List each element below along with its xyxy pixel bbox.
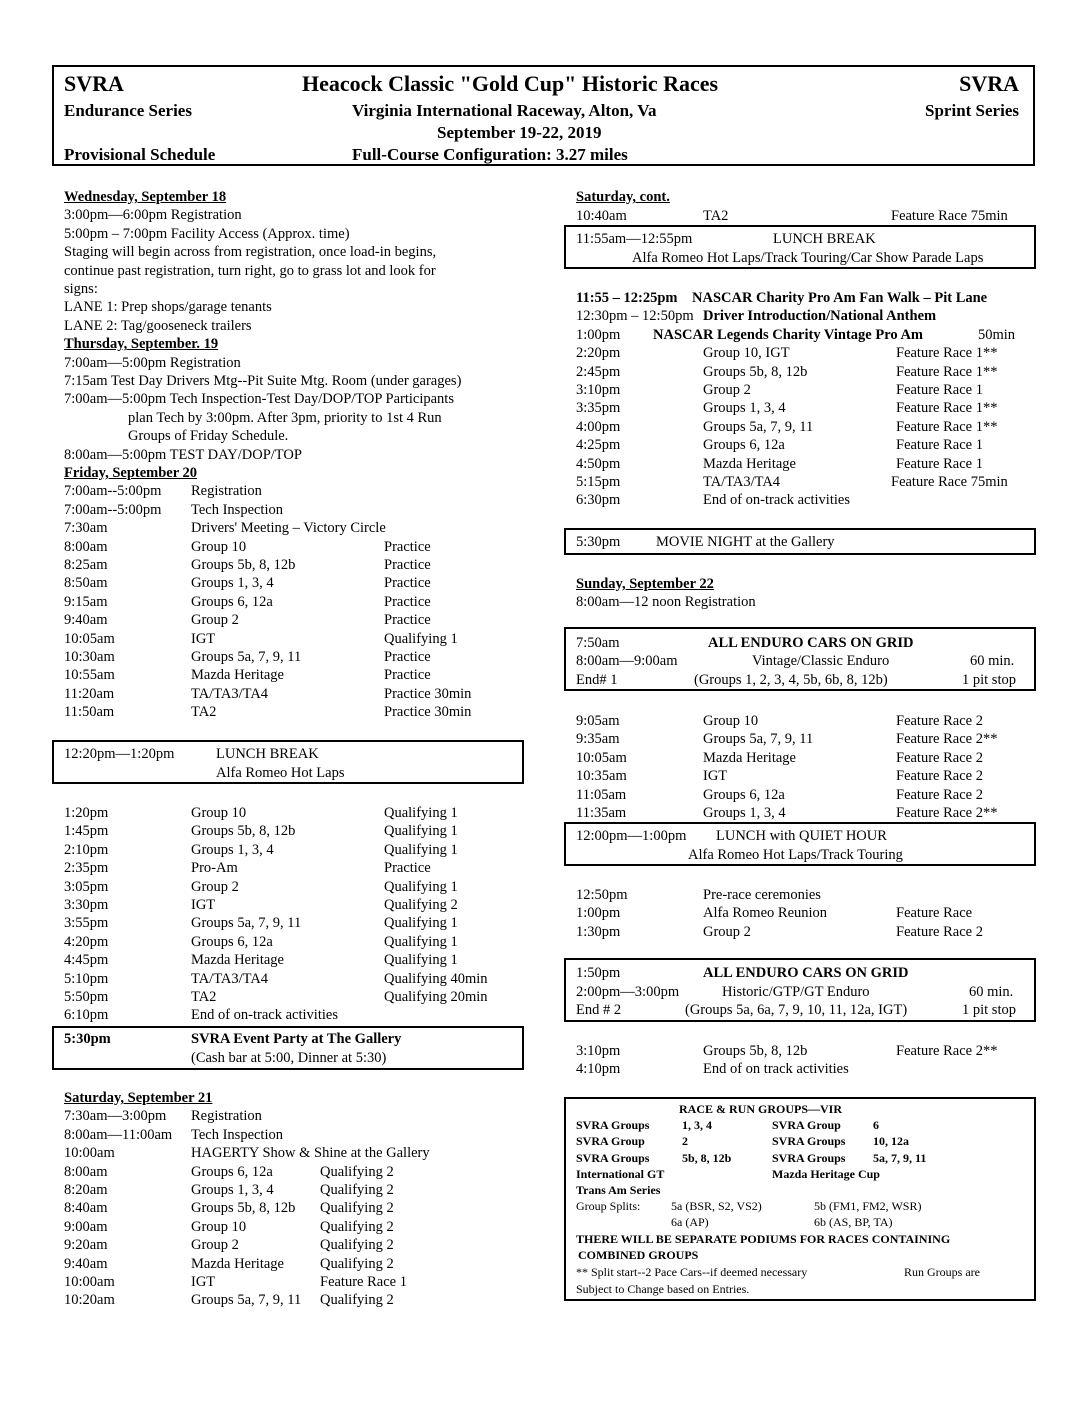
session-cell: Practice 30min (384, 704, 472, 721)
event-cell: End of on track activities (703, 1061, 849, 1078)
event-cell: Groups 5b, 8, 12b (191, 557, 296, 573)
time-cell: 7:30am—3:00pm (64, 1108, 167, 1125)
group-label: SVRA Groups (772, 1134, 846, 1148)
session-cell: Feature Race 2 (896, 768, 983, 785)
lunch-note: Alfa Romeo Hot Laps (216, 765, 345, 781)
event-cell: TA2 (191, 989, 217, 1005)
time-cell: 3:35pm (576, 400, 621, 417)
time-cell: 6:10pm (64, 1007, 109, 1024)
event-cell: Groups 1, 3, 4 (191, 1182, 274, 1198)
wednesday-line: continue past registration, turn right, go to grass lot and look for (64, 262, 436, 279)
time-cell: 2:45pm (576, 363, 621, 380)
session-cell: Qualifying 20min (384, 989, 488, 1005)
enduro-pit: 1 pit stop (962, 1002, 1016, 1018)
session-cell: Practice 30min (384, 685, 472, 702)
time-cell: 10:30am (64, 649, 115, 665)
event-dates: September 19-22, 2019 (437, 123, 602, 142)
event-cell: Group 10 (191, 538, 247, 555)
event-cell: Alfa Romeo Reunion (703, 905, 828, 922)
session-cell: Qualifying 2 (320, 1200, 394, 1217)
time-cell: 10:00am (64, 1274, 115, 1290)
saturday-cont-heading: Saturday, cont. (576, 189, 670, 205)
session-cell: Qualifying 1 (384, 841, 458, 858)
split-start-note: ** Split start--2 Pace Cars--if deemed necessary (576, 1265, 808, 1279)
event-cell: IGT (191, 897, 216, 913)
time-cell: 3:30pm (64, 897, 109, 913)
movie-time: 5:30pm (576, 534, 621, 550)
event-cell: End of on-track activities (703, 492, 850, 509)
session-cell: Practice (384, 575, 431, 592)
time-cell: 2:35pm (64, 860, 109, 877)
event-cell: TA2 (191, 704, 217, 721)
event-cell: Groups 5b, 8, 12b (703, 1043, 808, 1059)
session-cell: Practice (384, 667, 431, 684)
event-cell: Groups 5a, 7, 9, 11 (191, 915, 302, 932)
time-cell: 4:50pm (576, 455, 621, 472)
time-cell: 4:00pm (576, 418, 621, 435)
session-cell: Qualifying 1 (384, 630, 458, 647)
time-cell: 11:05am (576, 786, 627, 803)
time-cell: 10:35am (576, 768, 627, 785)
podium-note: COMBINED GROUPS (578, 1248, 699, 1262)
thursday-heading: Thursday, September. 19 (64, 336, 219, 353)
split-item: 5b (FM1, FM2, WSR) (814, 1199, 922, 1213)
subject-note: Subject to Change based on Entries. (576, 1282, 750, 1296)
party-label: SVRA Event Party at The Gallery (191, 1031, 402, 1047)
session-cell: Feature Race 2** (896, 805, 998, 821)
time-cell: 1:20pm (64, 805, 109, 821)
time-cell: 5:10pm (64, 970, 109, 987)
enduro-name: Vintage/Classic Enduro (752, 653, 890, 669)
session-cell: Feature Race 1 (896, 455, 983, 472)
time-cell: 3:10pm (576, 382, 621, 398)
time-cell: 9:15am (64, 593, 108, 610)
event-cell: IGT (703, 768, 728, 785)
time-cell: 11:20am (64, 685, 115, 702)
session-cell: Qualifying 1 (384, 952, 458, 969)
time-cell: 9:40am (64, 1255, 108, 1272)
lunch-note: Alfa Romeo Hot Laps/Track Touring/Car Show Parade Laps (632, 250, 984, 266)
nascar-length: 50min (978, 326, 1016, 343)
enduro-title: ALL ENDURO CARS ON GRID (708, 635, 914, 651)
wednesday-line: 5:00pm – 7:00pm Facility Access (Approx. time) (64, 225, 350, 242)
party-time: 5:30pm (64, 1031, 111, 1047)
enduro-groups: (Groups 1, 2, 3, 4, 5b, 6b, 8, 12b) (694, 672, 888, 688)
event-cell: Registration (191, 1108, 262, 1125)
wednesday-line: LANE 2: Tag/gooseneck trailers (64, 317, 252, 334)
event-cell: End of on-track activities (191, 1007, 338, 1024)
group-label: SVRA Groups (576, 1118, 650, 1132)
time-cell: 9:05am (576, 713, 620, 729)
session-cell: Qualifying 2 (320, 1218, 394, 1235)
run-groups-note: Run Groups are (904, 1265, 980, 1279)
left-title: SVRA (64, 71, 124, 96)
time-cell: 2:20pm (576, 345, 621, 362)
event-cell: TA/TA3/TA4 (191, 685, 269, 702)
enduro-title: ALL ENDURO CARS ON GRID (703, 965, 909, 981)
thursday-line: 8:00am—5:00pm TEST DAY/DOP/TOP (64, 446, 302, 463)
saturday-heading: Saturday, September 21 (64, 1090, 213, 1106)
time-cell: 7:00am--5:00pm (64, 483, 162, 500)
time-cell: 11:35am (576, 805, 627, 821)
movie-label: MOVIE NIGHT at the Gallery (656, 534, 835, 550)
enduro-length: 60 min. (969, 984, 1014, 1000)
event-cell: Groups 5a, 7, 9, 11 (191, 649, 302, 665)
time-cell: 1:45pm (64, 823, 109, 840)
enduro-pit: 1 pit stop (962, 672, 1016, 688)
left-schedule: Provisional Schedule (64, 145, 216, 164)
session-cell: Qualifying 40min (384, 970, 488, 987)
nascar-time: 11:55 – 12:25pm (576, 290, 678, 306)
time-cell: 9:00am (64, 1218, 108, 1235)
session-cell: Practice (384, 557, 431, 573)
session-cell: Feature Race 2** (896, 1043, 998, 1059)
time-cell: 4:45pm (64, 952, 109, 969)
session-cell: Feature Race 1** (896, 345, 998, 362)
time-cell: 8:40am (64, 1200, 108, 1217)
friday-heading: Friday, September 20 (64, 465, 198, 481)
event-cell: Group 10 (191, 805, 247, 821)
thursday-line: 7:00am—5:00pm Tech Inspection-Test Day/DOP/TOP Participants (64, 391, 454, 408)
enduro-time: 8:00am—9:00am (576, 653, 678, 669)
group-value: 1, 3, 4 (682, 1118, 712, 1132)
time-cell: 3:10pm (576, 1043, 621, 1059)
thursday-line: 7:15am Test Day Drivers Mtg--Pit Suite Mtg. Room (under garages) (64, 373, 462, 389)
event-cell: Groups 5b, 8, 12b (703, 363, 808, 380)
event-cell: TA/TA3/TA4 (703, 474, 781, 490)
event-cell: Mazda Heritage (703, 455, 796, 472)
time-cell: 4:25pm (576, 437, 621, 454)
wednesday-line: LANE 1: Prep shops/garage tenants (64, 299, 272, 316)
sunday-registration: 8:00am—12 noon Registration (576, 594, 756, 610)
session-cell: Feature Race 2 (896, 786, 983, 803)
time-cell: 5:50pm (64, 989, 109, 1005)
session-cell: Practice (384, 860, 431, 877)
splits-label: Group Splits: (576, 1199, 641, 1213)
event-cell: Groups 6, 12a (703, 786, 785, 803)
group-value: 5b, 8, 12b (682, 1151, 732, 1165)
session-cell: Practice (384, 649, 431, 665)
event-cell: Drivers' Meeting – Victory Circle (191, 520, 386, 537)
time-cell: 4:10pm (576, 1061, 621, 1078)
event-cell: Mazda Heritage (191, 952, 284, 969)
split-item: 6a (AP) (671, 1215, 709, 1229)
time-cell: 8:20am (64, 1182, 108, 1198)
time-cell: 7:00am--5:00pm (64, 501, 162, 518)
time-cell: 3:55pm (64, 915, 109, 932)
time-cell: 1:30pm (576, 923, 621, 940)
lunch-note: Alfa Romeo Hot Laps/Track Touring (688, 847, 903, 863)
session-cell: Qualifying 1 (384, 933, 458, 950)
thursday-line: 7:00am—5:00pm Registration (64, 354, 241, 371)
session-cell: Feature Race 1 (896, 382, 983, 398)
event-cell: Groups 6, 12a (191, 1163, 273, 1180)
nascar-event: NASCAR Charity Pro Am Fan Walk – Pit Lane (692, 290, 988, 306)
event-cell: Pre-race ceremonies (703, 887, 821, 903)
time-cell: 12:50pm (576, 887, 628, 903)
session-cell: Practice (384, 612, 431, 629)
group-label: SVRA Group (772, 1118, 841, 1132)
wednesday-line: signs: (64, 281, 98, 297)
time-cell: 8:00am (64, 538, 108, 555)
session-cell: Feature Race 2 (896, 713, 983, 729)
podium-note: THERE WILL BE SEPARATE PODIUMS FOR RACES CONTAINING (576, 1232, 951, 1246)
session-cell: Qualifying 1 (384, 805, 458, 821)
session-cell: Feature Race 2 (896, 923, 983, 940)
enduro-number: End # 2 (576, 1002, 622, 1018)
group-label: Trans Am Series (576, 1183, 661, 1197)
event-cell: Groups 5b, 8, 12b (191, 823, 296, 840)
time-cell: 7:30am (64, 520, 108, 537)
session-cell: Feature Race 1** (896, 418, 998, 435)
event-cell: Mazda Heritage (191, 667, 284, 684)
group-label: SVRA Groups (772, 1151, 846, 1165)
time-cell: 2:10pm (64, 841, 109, 858)
sunday-heading: Sunday, September 22 (576, 576, 714, 592)
lunch-label: LUNCH BREAK (216, 746, 319, 762)
session-cell: Practice (384, 593, 431, 610)
split-item: 5a (BSR, S2, VS2) (671, 1199, 762, 1213)
nascar-event: NASCAR Legends Charity Vintage Pro Am (653, 326, 923, 343)
session-cell: Qualifying 2 (320, 1163, 394, 1180)
right-series: Sprint Series (925, 101, 1019, 120)
event-cell: Group 10 (703, 713, 759, 729)
enduro-name: Historic/GTP/GT Enduro (722, 984, 870, 1000)
event-cell: Group 2 (703, 382, 751, 398)
event-cell: Groups 1, 3, 4 (191, 575, 274, 592)
group-value: 6 (873, 1118, 879, 1132)
time-cell: 9:40am (64, 612, 108, 629)
event-cell: Groups 1, 3, 4 (191, 841, 274, 858)
event-cell: Mazda Heritage (703, 749, 796, 766)
lunch-label: LUNCH BREAK (773, 231, 876, 247)
right-title: SVRA (959, 71, 1019, 96)
session-cell: Qualifying 1 (384, 915, 458, 932)
enduro-time: 7:50am (576, 635, 620, 651)
session-cell: Qualifying 2 (384, 897, 458, 913)
time-cell: 3:05pm (64, 878, 109, 895)
event-cell: Group 2 (191, 1237, 239, 1254)
event-cell: Groups 5a, 7, 9, 11 (703, 731, 814, 748)
session-cell: Feature Race 2** (896, 731, 998, 748)
session-cell: Qualifying 1 (384, 823, 458, 840)
time-cell: 10:20am (64, 1292, 115, 1309)
event-cell: Groups 5a, 7, 9, 11 (191, 1292, 302, 1309)
lunch-time: 12:20pm—1:20pm (64, 746, 175, 762)
event-cell: Tech Inspection (191, 501, 283, 518)
event-cell: Group 2 (191, 878, 239, 895)
session-cell: Feature Race 2 (896, 749, 983, 766)
time-cell: 6:30pm (576, 492, 621, 509)
event-cell: Groups 5a, 7, 9, 11 (703, 418, 814, 435)
event-cell: IGT (191, 630, 216, 647)
group-label: SVRA Groups (576, 1151, 650, 1165)
event-cell: HAGERTY Show & Shine at the Gallery (191, 1145, 430, 1162)
event-cell: Groups 1, 3, 4 (703, 400, 786, 417)
event-cell: Group 2 (703, 923, 751, 940)
lunch-label: LUNCH with QUIET HOUR (716, 828, 887, 844)
event-cell: Groups 1, 3, 4 (703, 805, 786, 821)
session-cell: Feature Race 1** (896, 363, 998, 380)
group-value: 2 (682, 1134, 688, 1148)
time-cell: 10:05am (576, 749, 627, 766)
event-cell: Groups 5b, 8, 12b (191, 1200, 296, 1217)
event-cell: IGT (191, 1274, 216, 1290)
event-cell: Groups 6, 12a (191, 593, 273, 610)
time-cell: 11:50am (64, 704, 115, 721)
time-cell: 9:20am (64, 1237, 108, 1254)
event-cell: Groups 6, 12a (703, 437, 785, 454)
thursday-line: plan Tech by 3:00pm. After 3pm, priority to 1st 4 Run (128, 409, 442, 426)
time-cell: 10:40am (576, 208, 627, 224)
event-cell: Mazda Heritage (191, 1255, 284, 1272)
session-cell: Feature Race 75min (891, 208, 1008, 224)
enduro-time: 1:50pm (576, 965, 621, 981)
event-cell: Group 10, IGT (703, 345, 790, 362)
time-cell: 8:00am (64, 1163, 108, 1180)
event-cell: Group 10 (191, 1218, 247, 1235)
lunch-time: 12:00pm—1:00pm (576, 828, 687, 844)
session-cell: Feature Race 1 (320, 1274, 407, 1290)
session-cell: Feature Race 1 (896, 437, 983, 454)
left-series: Endurance Series (64, 101, 192, 120)
enduro-time: 2:00pm—3:00pm (576, 984, 680, 1000)
group-label: Mazda Heritage Cup (772, 1167, 880, 1181)
event-cell: TA2 (703, 208, 729, 224)
event-cell: Registration (191, 483, 262, 500)
time-cell: 1:00pm (576, 905, 621, 922)
group-label: International GT (576, 1167, 665, 1181)
session-cell: Qualifying 2 (320, 1182, 394, 1198)
session-cell: Qualifying 1 (384, 878, 458, 895)
wednesday-line: 3:00pm—6:00pm Registration (64, 207, 242, 224)
session-cell: Qualifying 2 (320, 1237, 394, 1254)
groups-title: RACE & RUN GROUPS—VIR (679, 1102, 843, 1116)
wednesday-heading: Wednesday, September 18 (64, 189, 227, 205)
lunch-time: 11:55am—12:55pm (576, 231, 693, 247)
group-value: 5a, 7, 9, 11 (873, 1151, 927, 1165)
time-cell: 9:35am (576, 731, 620, 748)
venue: Virginia International Raceway, Alton, Va (352, 101, 657, 120)
time-cell: 10:00am (64, 1145, 115, 1162)
time-cell: 10:55am (64, 667, 115, 684)
session-cell: Qualifying 2 (320, 1255, 394, 1272)
event-cell: TA/TA3/TA4 (191, 970, 269, 987)
time-cell: 8:00am—11:00am (64, 1126, 173, 1143)
time-cell: 8:25am (64, 557, 108, 573)
time-cell: 4:20pm (64, 933, 109, 950)
split-item: 6b (AS, BP, TA) (814, 1215, 893, 1229)
group-label: SVRA Group (576, 1134, 645, 1148)
nascar-time: 1:00pm (576, 326, 621, 343)
event-cell: Tech Inspection (191, 1126, 283, 1143)
event-cell: Groups 6, 12a (191, 933, 273, 950)
thursday-line: Groups of Friday Schedule. (128, 428, 289, 445)
party-note: (Cash bar at 5:00, Dinner at 5:30) (191, 1050, 387, 1066)
enduro-number: End# 1 (576, 672, 618, 688)
session-cell: Qualifying 2 (320, 1292, 394, 1309)
event-cell: Pro-Am (191, 860, 238, 877)
session-cell: Feature Race (896, 905, 973, 922)
time-cell: 5:15pm (576, 474, 621, 490)
enduro-length: 60 min. (970, 653, 1015, 669)
group-value: 10, 12a (873, 1134, 909, 1148)
enduro-groups: (Groups 5a, 6a, 7, 9, 10, 11, 12a, IGT) (685, 1002, 908, 1018)
event-cell: Group 2 (191, 612, 239, 629)
nascar-event: Driver Introduction/National Anthem (703, 308, 937, 325)
wednesday-line: Staging will begin across from registration, once load-in begins, (64, 244, 437, 261)
nascar-time: 12:30pm – 12:50pm (576, 308, 694, 325)
header-box (52, 65, 1035, 166)
session-cell: Practice (384, 538, 431, 555)
event-title: Heacock Classic "Gold Cup" Historic Races (302, 71, 719, 96)
track-config: Full-Course Configuration: 3.27 miles (352, 145, 628, 164)
session-cell: Feature Race 1** (896, 400, 998, 417)
time-cell: 8:50am (64, 575, 108, 592)
session-cell: Feature Race 75min (891, 474, 1008, 490)
time-cell: 10:05am (64, 630, 115, 647)
